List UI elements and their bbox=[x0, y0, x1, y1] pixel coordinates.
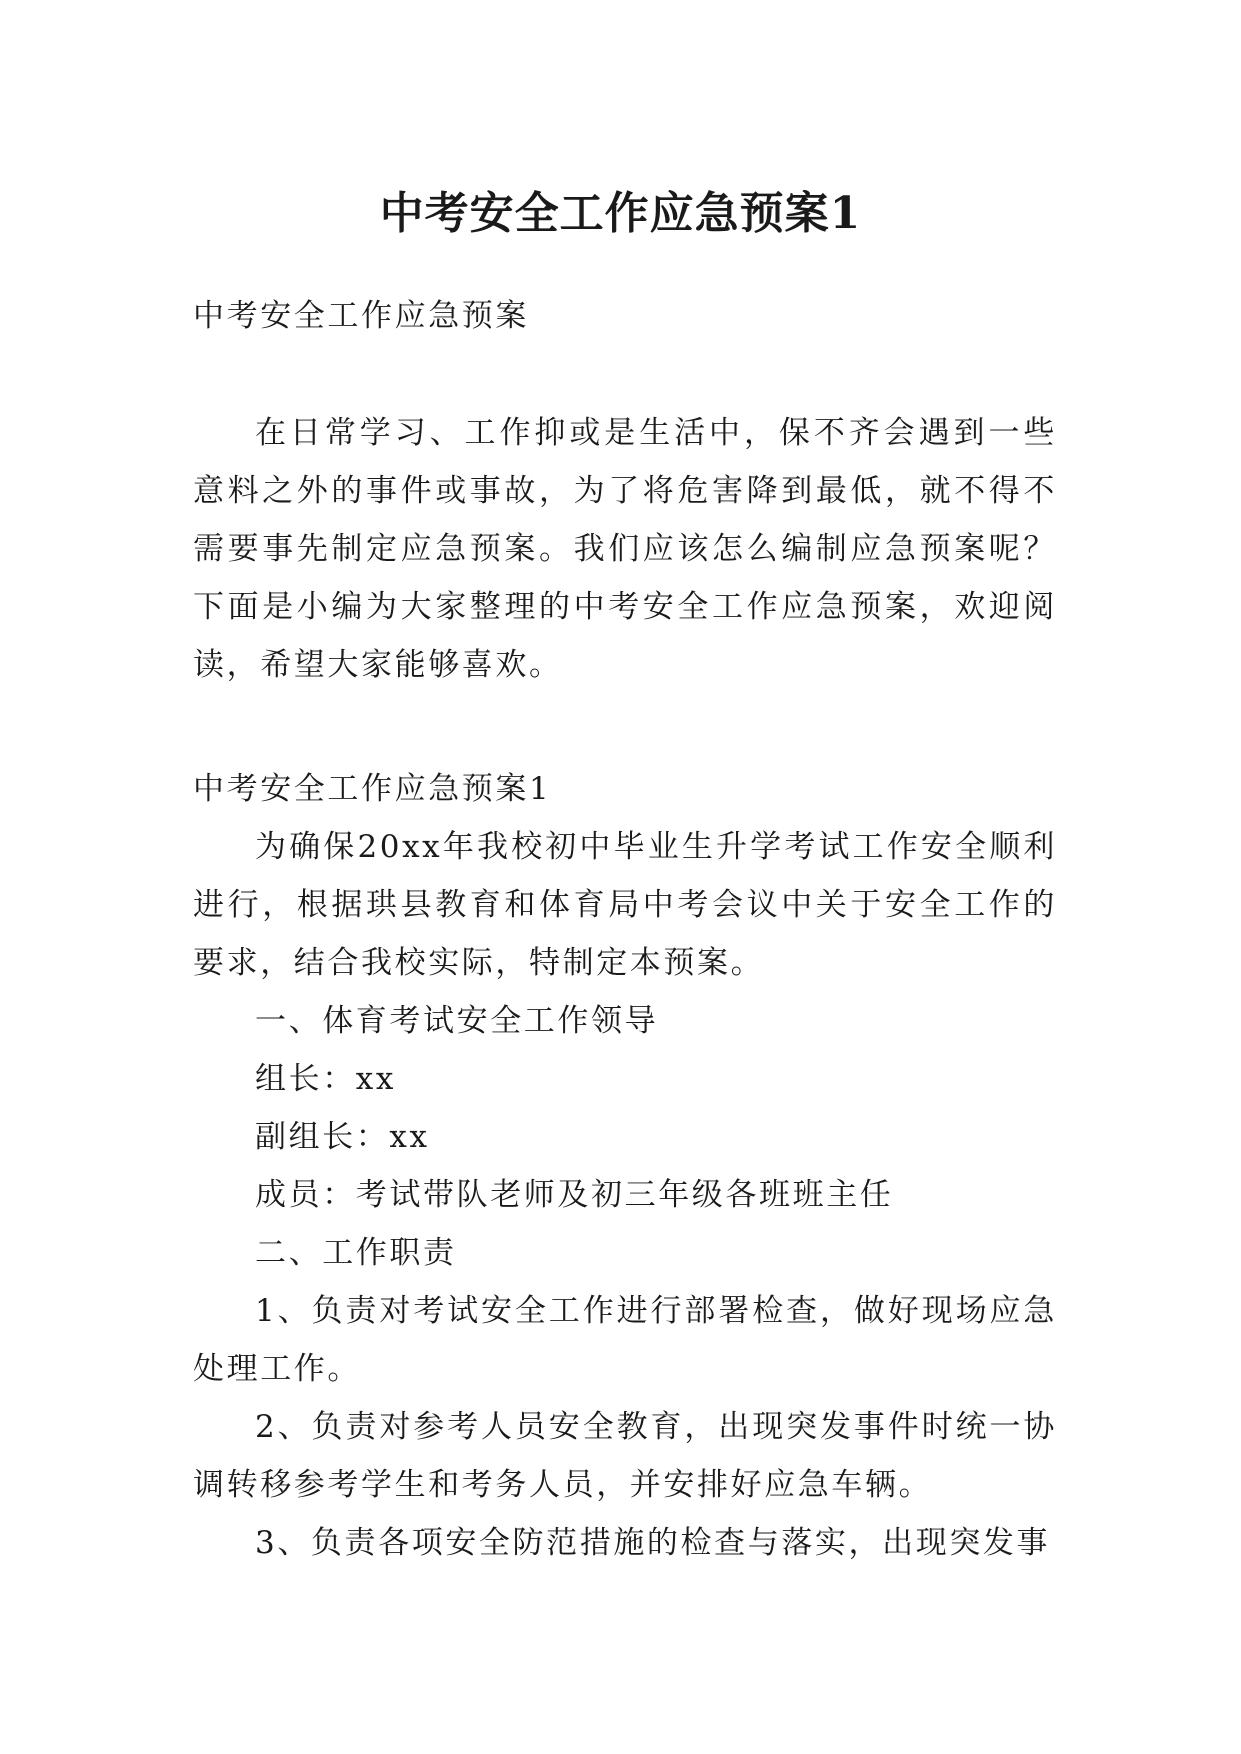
deputy-leader-line: 副组长：xx bbox=[255, 1119, 430, 1155]
document-subtitle: 中考安全工作应急预案 bbox=[193, 298, 529, 334]
section-title: 中考安全工作应急预案1 bbox=[193, 771, 552, 807]
members-line: 成员：考试带队老师及初三年级各班班主任 bbox=[255, 1177, 894, 1213]
document-title: 中考安全工作应急预案1 bbox=[379, 188, 862, 240]
plan-block bbox=[193, 760, 1057, 1572]
heading-duties: 二、工作职责 bbox=[255, 1235, 457, 1271]
subtitle-block bbox=[193, 287, 1057, 345]
duty-item-2: 2、负责对参考人员安全教育，出现突发事件时统一协调转移参考学生和考务人员，并安排好应急车辆。 bbox=[193, 1409, 1057, 1503]
intro-block bbox=[193, 404, 1057, 694]
paragraph-purpose: 为确保20xx年我校初中毕业生升学考试工作安全顺利进行，根据珙县教育和体育局中考会议中关于安全工作的要求，结合我校实际，特制定本预案。 bbox=[193, 829, 1057, 981]
duty-item-1: 1、负责对考试安全工作进行部署检查，做好现场应急处理工作。 bbox=[193, 1293, 1057, 1387]
leader-line: 组长：xx bbox=[255, 1061, 396, 1097]
intro-paragraph: 在日常学习、工作抑或是生活中，保不齐会遇到一些意料之外的事件或事故，为了将危害降到最低，就不得不需要事先制定应急预案。我们应该怎么编制应急预案呢？下面是小编为大家整理的中考安全工作应急预案，欢迎阅读，希望大家能够喜欢。 bbox=[193, 415, 1057, 683]
heading-leadership: 一、体育考试安全工作领导 bbox=[255, 1003, 659, 1039]
duty-item-3: 3、负责各项安全防范措施的检查与落实，出现突发事 bbox=[255, 1525, 1051, 1561]
